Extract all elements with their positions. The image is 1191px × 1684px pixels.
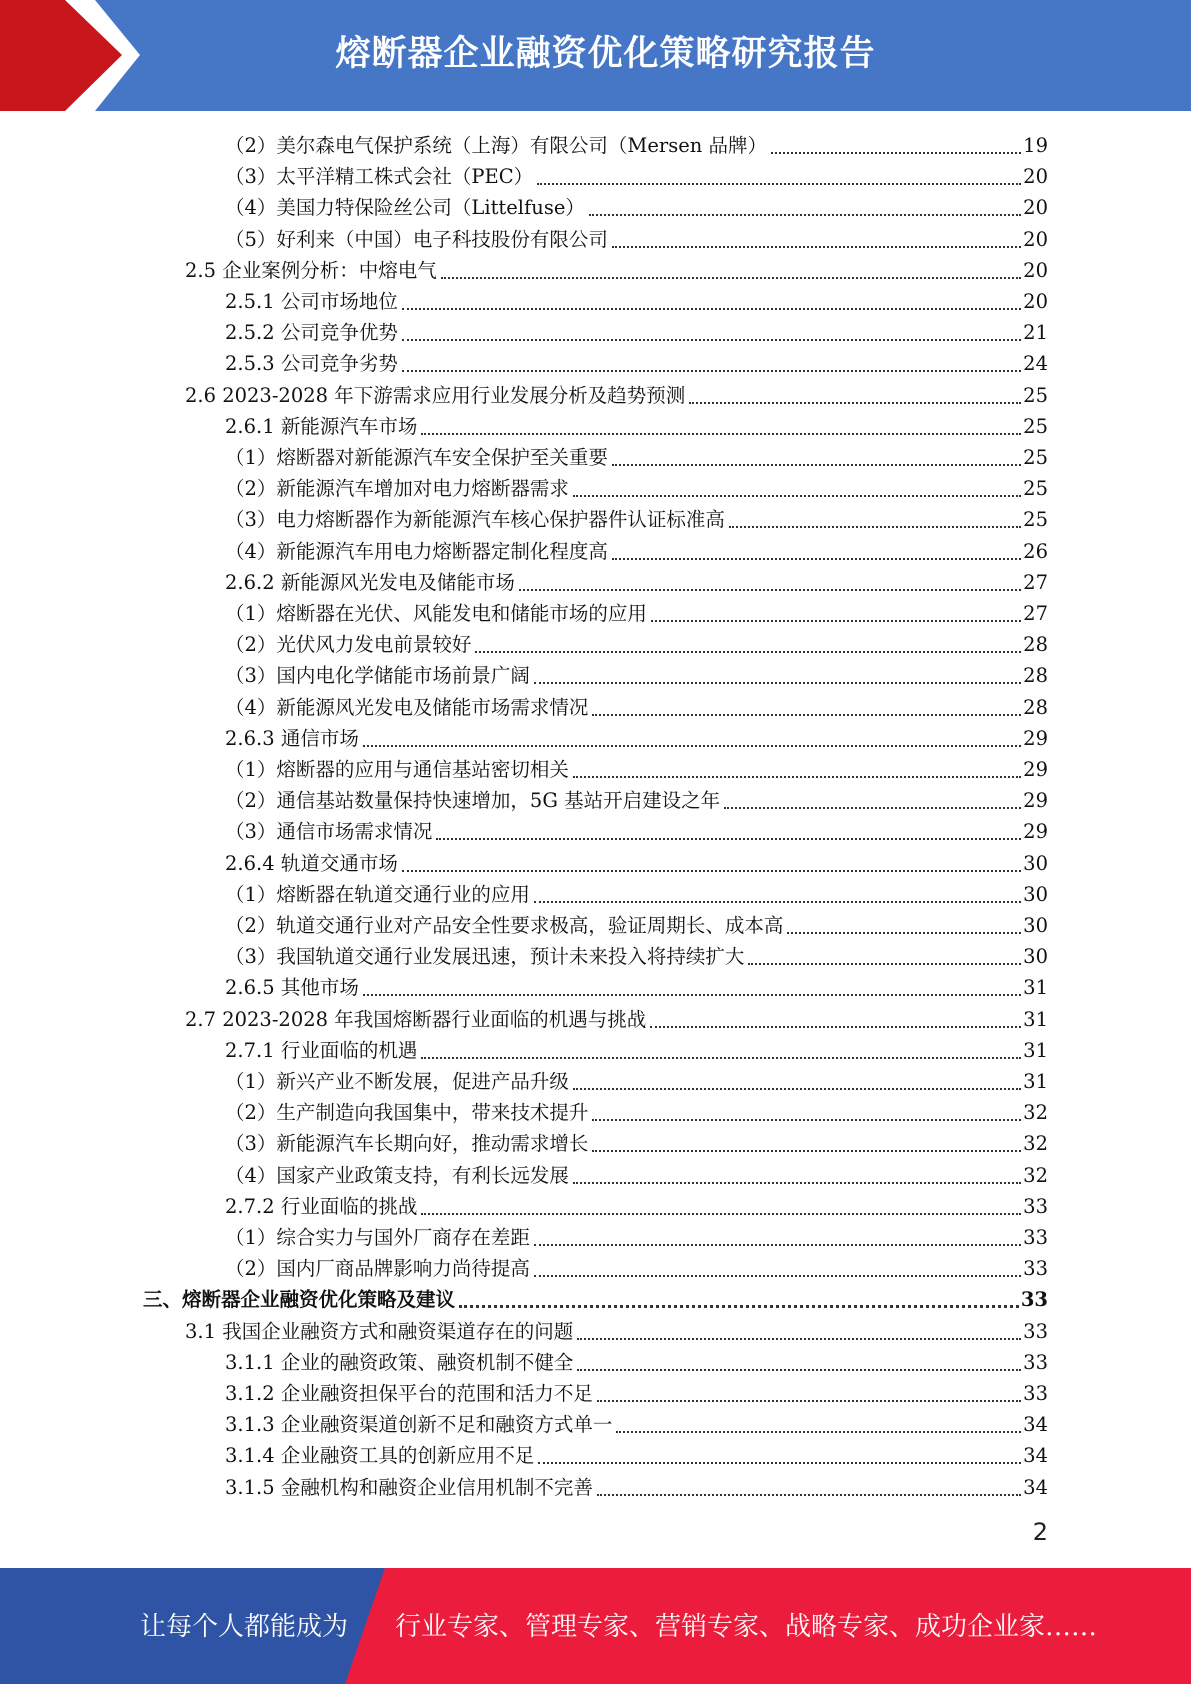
toc-entry-title: （5）好利来（中国）电子科技股份有限公司 [225,227,608,251]
toc-entry-page: 20 [1023,165,1048,189]
toc-entry[interactable] [225,690,1048,721]
toc-entry-page: 30 [1023,882,1048,906]
page-number: 2 [1032,1518,1048,1546]
toc-dot-leader [689,401,1021,404]
toc-entry[interactable] [225,1345,1048,1376]
toc-entry-title: （4）国家产业政策支持，有利长远发展 [225,1163,569,1187]
toc-entry-page: 20 [1023,227,1048,251]
toc-dot-leader [573,1087,1021,1090]
toc-entry-title: 2.6.4 轨道交通市场 [225,851,398,875]
toc-entry-title: （1）综合实力与国外厂商存在差距 [225,1226,530,1249]
toc-entry-title: 2.7.1 行业面临的机遇 [225,1038,418,1062]
toc-entry-title: 3.1.2 企业融资担保平台的范围和活力不足 [225,1382,593,1405]
toc-dot-leader [573,1181,1021,1184]
toc-entry[interactable] [225,128,1048,159]
toc-dot-leader [612,245,1021,248]
toc-dot-leader [616,1430,1021,1433]
toc-dot-leader [577,1368,1021,1371]
toc-entry[interactable] [225,1189,1048,1220]
toc-entry-title: （3）电力熔断器作为新能源汽车核心保护器件认证标准高 [225,508,725,532]
toc-entry-title: 2.6.5 其他市场 [225,976,359,1000]
toc-entry[interactable] [225,1376,1048,1407]
toc-entry-page: 30 [1023,945,1048,969]
toc-entry-title: 3.1.5 金融机构和融资企业信用机制不完善 [225,1475,593,1499]
toc-entry[interactable] [225,877,1048,908]
toc-entry[interactable] [225,1158,1048,1189]
toc-entry-title: （4）新能源汽车用电力熔断器定制化程度高 [225,539,608,563]
toc-entry-page: 27 [1023,570,1048,594]
toc-dot-leader [612,463,1021,466]
toc-entry-title: 2.6.1 新能源汽车市场 [225,414,418,438]
toc-entry-page: 33 [1023,1194,1048,1218]
toc-entry[interactable] [225,1438,1048,1469]
toc-entry-title: （3）新能源汽车长期向好，推动需求增长 [225,1132,589,1156]
toc-entry-page: 31 [1023,1038,1048,1062]
toc-entry-page: 28 [1023,695,1048,719]
toc-dot-leader [534,900,1021,903]
footer-slogan-right: 行业专家、管理专家、营销专家、战略专家、成功企业家…… [395,1612,1098,1642]
toc-entry-page: 29 [1023,726,1048,750]
toc-entry-page: 27 [1023,602,1048,625]
toc-dot-leader [402,338,1021,341]
toc-dot-leader [651,619,1021,622]
toc-entry-title: （2）通信基站数量保持快速增加，5G 基站开启建设之年 [225,789,721,813]
toc-entry[interactable] [225,1251,1048,1282]
toc-entry-title: 3.1 我国企业融资方式和融资渠道存在的问题 [185,1319,574,1343]
toc-entry-page: 26 [1023,539,1048,563]
toc-entry-page: 33 [1023,1257,1048,1281]
toc-dot-leader [421,1056,1021,1059]
toc-entry-page: 31 [1023,976,1048,1000]
toc-entry[interactable] [225,565,1048,596]
toc-entry-title: （1）熔断器在轨道交通行业的应用 [225,882,530,906]
toc-entry-title: （4）美国力特保险丝公司（Littelfuse） [225,196,585,220]
toc-entry-title: （3）我国轨道交通行业发展迅速，预计未来投入将持续扩大 [225,945,745,969]
toc-entry-title: （2）新能源汽车增加对电力熔断器需求 [225,477,569,501]
header-banner [0,0,1191,111]
toc-dot-leader [402,869,1021,872]
toc-entry[interactable] [225,502,1048,533]
toc-entry[interactable] [225,534,1048,565]
toc-dot-leader [592,1149,1021,1152]
toc-dot-leader [421,432,1021,435]
toc-entry-page: 29 [1023,789,1048,813]
toc-entry-page: 24 [1023,352,1048,376]
toc-dot-leader [519,588,1021,591]
footer-banner [0,1568,1191,1684]
toc-entry-page: 31 [1023,1007,1048,1031]
toc-dot-leader [363,993,1021,996]
toc-entry-title: 2.5.1 公司市场地位 [225,290,398,313]
toc-entry-title: （2）美尔森电气保护系统（上海）有限公司（Mersen 品牌） [225,134,768,157]
toc-entry-page: 21 [1023,321,1048,345]
toc-dot-leader [475,650,1021,653]
toc-dot-leader [538,1461,1021,1464]
footer-slogan-left: 让每个人都能成为 [140,1612,349,1642]
toc-entry[interactable] [225,752,1048,783]
toc-entry-title: （3）通信市场需求情况 [225,820,433,844]
toc-entry[interactable] [185,378,1048,409]
toc-dot-leader [573,775,1021,778]
toc-entry[interactable] [185,253,1048,284]
toc-entry-page: 33 [1023,1226,1048,1249]
toc-entry-title: （1）新兴产业不断发展，促进产品升级 [225,1070,569,1093]
toc-entry-page: 19 [1023,134,1048,157]
toc-entry[interactable] [225,284,1048,315]
toc-entry[interactable] [225,1095,1048,1126]
toc-entry[interactable] [143,1282,1048,1313]
toc-dot-leader [537,182,1021,185]
toc-entry-page: 25 [1023,446,1048,469]
toc-entry-page: 20 [1023,258,1048,282]
toc-entry-title: 3.1.3 企业融资渠道创新不足和融资方式单一 [225,1413,613,1437]
toc-entry[interactable] [225,315,1048,346]
toc-entry-title: （3）太平洋精工株式会社（PEC） [225,165,534,189]
toc-dot-leader [421,1212,1021,1215]
toc-entry-title: （3）国内电化学储能市场前景广阔 [225,664,530,688]
toc-entry-page: 30 [1023,851,1048,875]
toc-entry[interactable] [225,1470,1048,1501]
toc-entry[interactable] [225,783,1048,814]
toc-dot-leader [724,806,1021,809]
toc-entry-title: 2.6.2 新能源风光发电及储能市场 [225,570,515,594]
toc-entry[interactable] [225,159,1048,190]
toc-entry[interactable] [225,846,1048,877]
toc-dot-leader [459,1304,1019,1308]
toc-entry-page: 34 [1023,1413,1048,1437]
toc-entry-title: 2.7.2 行业面临的挑战 [225,1194,418,1218]
toc-entry-title: 2.6.3 通信市场 [225,726,359,750]
toc-entry[interactable] [225,1220,1048,1251]
toc-dot-leader [573,494,1021,497]
toc-entry-page: 31 [1023,1070,1048,1093]
toc-entry[interactable] [225,596,1048,627]
toc-entry-title: （4）新能源风光发电及储能市场需求情况 [225,695,589,719]
toc-entry[interactable] [225,939,1048,970]
toc-dot-leader [592,713,1021,716]
toc-entry-page: 32 [1023,1132,1048,1156]
toc-dot-leader [729,525,1021,528]
toc-entry-page: 33 [1023,1350,1048,1374]
toc-entry-title: （2）国内厂商品牌影响力尚待提高 [225,1257,530,1281]
toc-entry[interactable] [225,346,1048,377]
toc-dot-leader [612,557,1021,560]
toc-dot-leader [402,307,1021,310]
toc-entry[interactable] [225,471,1048,502]
toc-entry[interactable] [225,658,1048,689]
toc-entry-title: （1）熔断器的应用与通信基站密切相关 [225,758,569,781]
toc-entry[interactable] [225,1064,1048,1095]
toc-dot-leader [787,931,1021,934]
toc-entry[interactable] [225,222,1048,253]
toc-dot-leader [592,1118,1021,1121]
toc-entry[interactable] [185,1002,1048,1033]
toc-entry-title: （1）熔断器在光伏、风能发电和储能市场的应用 [225,602,647,625]
toc-dot-leader [402,369,1021,372]
toc-entry-page: 28 [1023,664,1048,688]
toc-entry[interactable] [225,970,1048,1001]
toc-dot-leader [534,1243,1021,1246]
toc-dot-leader [441,276,1021,279]
toc-dot-leader [534,1274,1021,1277]
toc-entry[interactable] [225,1407,1048,1438]
toc-entry-page: 25 [1023,414,1048,438]
report-title: 熔断器企业融资优化策略研究报告 [335,34,876,74]
toc-entry[interactable] [225,1033,1048,1064]
toc-entry-title: （1）熔断器对新能源汽车安全保护至关重要 [225,446,608,469]
toc-entry-page: 33 [1023,1382,1048,1405]
toc-entry-title: 2.7 2023-2028 年我国熔断器行业面临的机遇与挑战 [185,1007,647,1031]
toc-dot-leader [363,744,1021,747]
toc-entry-page: 34 [1023,1444,1048,1468]
toc-entry[interactable] [225,908,1048,939]
toc-entry-page: 32 [1023,1163,1048,1187]
toc-entry[interactable] [225,440,1048,471]
toc-entry-page: 28 [1023,633,1048,657]
toc-entry-title: （2）生产制造向我国集中，带来技术提升 [225,1101,589,1125]
toc-entry[interactable] [225,627,1048,658]
toc-dot-leader [597,1493,1021,1496]
toc-dot-leader [771,151,1021,154]
toc-dot-leader [597,1399,1021,1402]
toc-entry-page: 33 [1023,1319,1048,1343]
toc-entry-page: 32 [1023,1101,1048,1125]
toc-entry[interactable] [225,814,1048,845]
toc-entry-page: 20 [1023,196,1048,220]
toc-entry-page: 30 [1023,914,1048,937]
toc-entry-page: 29 [1023,820,1048,844]
toc-entry-title: 3.1.4 企业融资工具的创新应用不足 [225,1444,535,1468]
toc-dot-leader [534,681,1021,684]
toc-entry[interactable] [225,409,1048,440]
toc-entry-title: 2.5.3 公司竞争劣势 [225,352,398,376]
toc-entry-page: 25 [1023,477,1048,501]
toc-entry-title: 2.6 2023-2028 年下游需求应用行业发展分析及趋势预测 [185,383,686,407]
toc-entry-title: 2.5 企业案例分析：中熔电气 [185,258,437,282]
toc-dot-leader [589,213,1021,216]
toc-entry-page: 34 [1023,1475,1048,1499]
toc-entry[interactable] [225,721,1048,752]
toc-entry[interactable] [225,190,1048,221]
toc-dot-leader [436,837,1021,840]
toc-dot-leader [577,1337,1021,1340]
toc-entry-title: （2）轨道交通行业对产品安全性要求极高，验证周期长、成本高 [225,914,784,937]
toc-entry-page: 29 [1023,758,1048,781]
toc-entry-title: 三、熔断器企业融资优化策略及建议 [143,1288,456,1312]
toc-entry-title: （2）光伏风力发电前景较好 [225,633,472,657]
toc-dot-leader [748,962,1021,965]
toc-entry-page: 33 [1020,1288,1048,1312]
toc-entry[interactable] [225,1126,1048,1157]
toc-entry-title: 2.5.2 公司竞争优势 [225,321,398,345]
toc-entry-page: 25 [1023,383,1048,407]
toc-entry[interactable] [185,1314,1048,1345]
toc-entry-title: 3.1.1 企业的融资政策、融资机制不健全 [225,1350,574,1374]
toc-dot-leader [650,1025,1021,1028]
toc-entry-page: 25 [1023,508,1048,532]
toc-entry-page: 20 [1023,290,1048,313]
